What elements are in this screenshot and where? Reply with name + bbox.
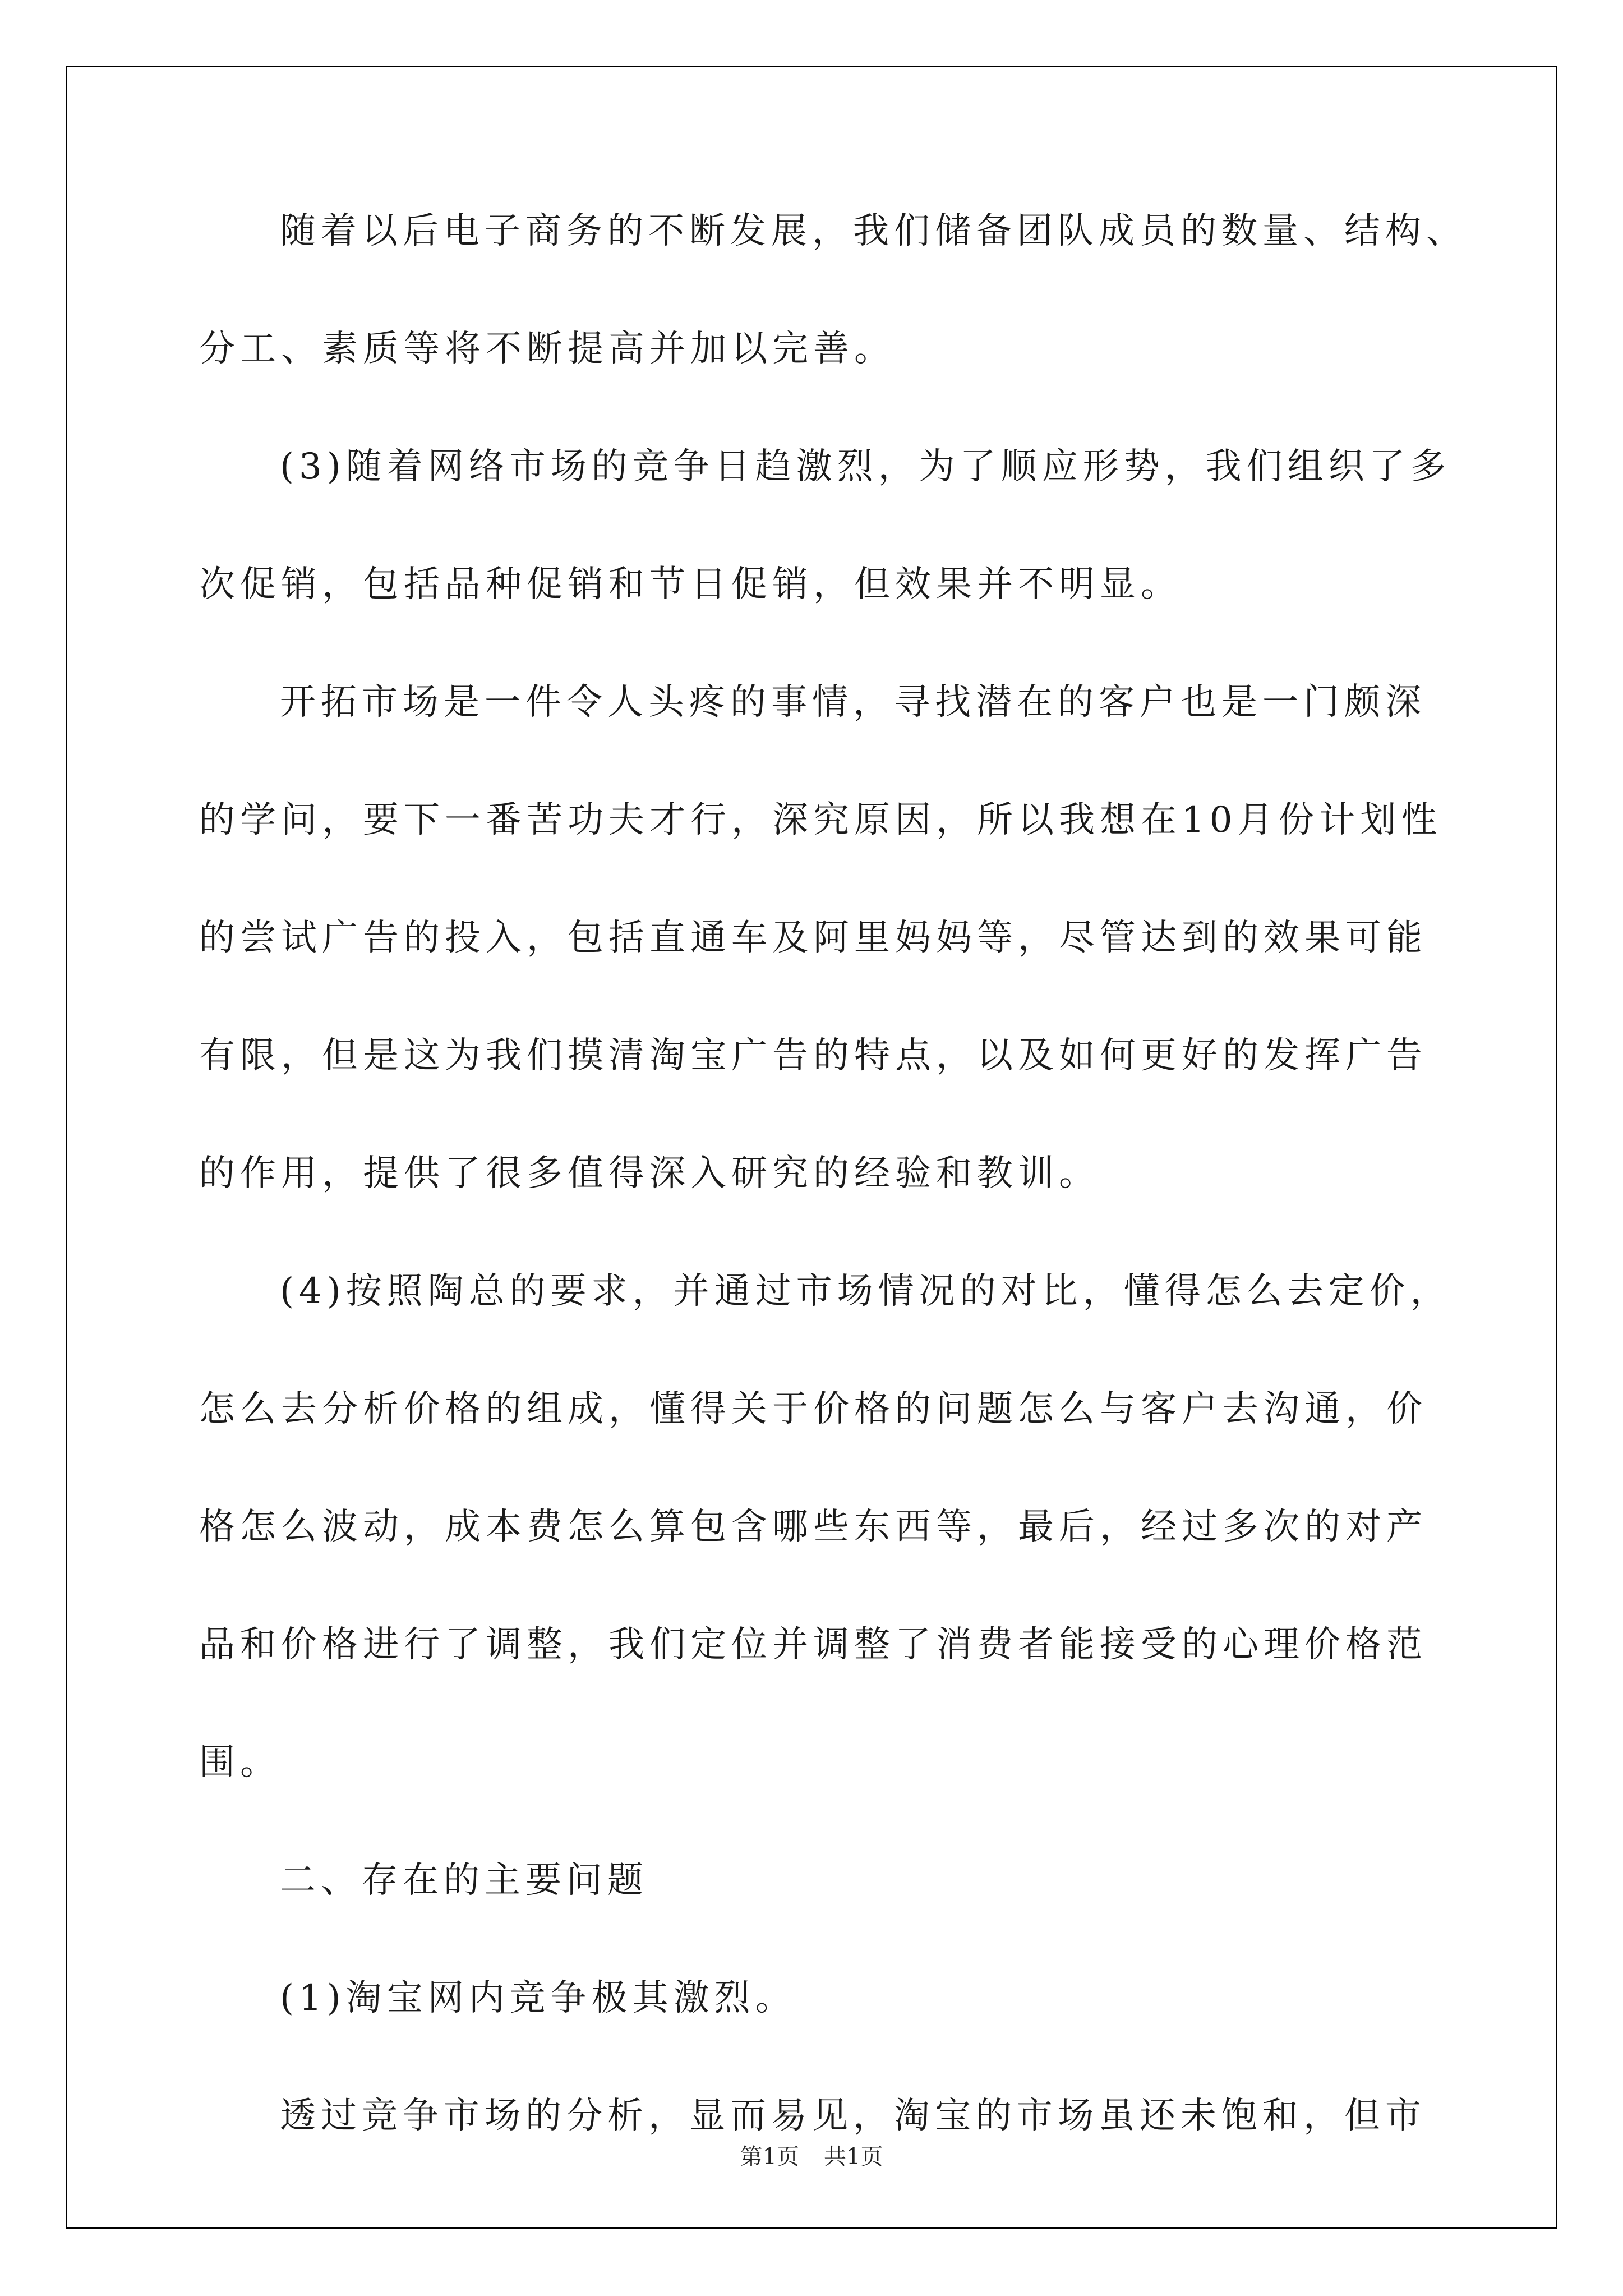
text-line: (4)按照陶总的要求，并通过市场情况的对比，懂得怎么去定价， [280,1271,1451,1312]
text-line: 格怎么波动，成本费怎么算包含哪些东西等，最后，经过多次的对产 [199,1506,1427,1548]
text-line: 的学问，要下一番苦功夫才行，深究原因，所以我想在10月份计划性 [199,799,1442,841]
text-line: 的尝试广告的投入，包括直通车及阿里妈妈等，尽管达到的效果可能 [199,917,1427,959]
text-line: 透过竞争市场的分析，显而易见，淘宝的市场虽还未饱和，但市 [280,2095,1426,2137]
page-total: 共1页 [824,2144,883,2170]
page-footer [0,2143,1623,2171]
text-line: 的作用，提供了很多值得深入研究的经验和教训。 [199,1153,1100,1194]
text-line: 开拓市场是一件令人头疼的事情，寻找潜在的客户也是一门颇深 [280,682,1426,723]
text-line: 有限，但是这为我们摸清淘宝广告的特点，以及如何更好的发挥广告 [199,1035,1427,1076]
section-heading: 二、存在的主要问题 [280,1860,648,1901]
text-line: 围。 [199,1742,281,1783]
text-line: 次促销，包括品种促销和节日促销，但效果并不明显。 [199,564,1182,605]
page-number: 第1页 [740,2144,799,2170]
text-line: 怎么去分析价格的组成，懂得关于价格的问题怎么与客户去沟通，价 [199,1388,1427,1430]
text-line: (1)淘宝网内竞争极其激烈。 [280,1977,796,2019]
text-line: 品和价格进行了调整，我们定位并调整了消费者能接受的心理价格范 [199,1624,1427,1665]
text-line: 分工、素质等将不断提高并加以完善。 [199,328,895,370]
document-body [199,208,1467,2210]
text-line: 随着以后电子商务的不断发展，我们储备团队成员的数量、结构、 [280,210,1467,252]
text-line: (3)随着网络市场的竞争日趋激烈，为了顺应形势，我们组织了多 [280,446,1451,487]
